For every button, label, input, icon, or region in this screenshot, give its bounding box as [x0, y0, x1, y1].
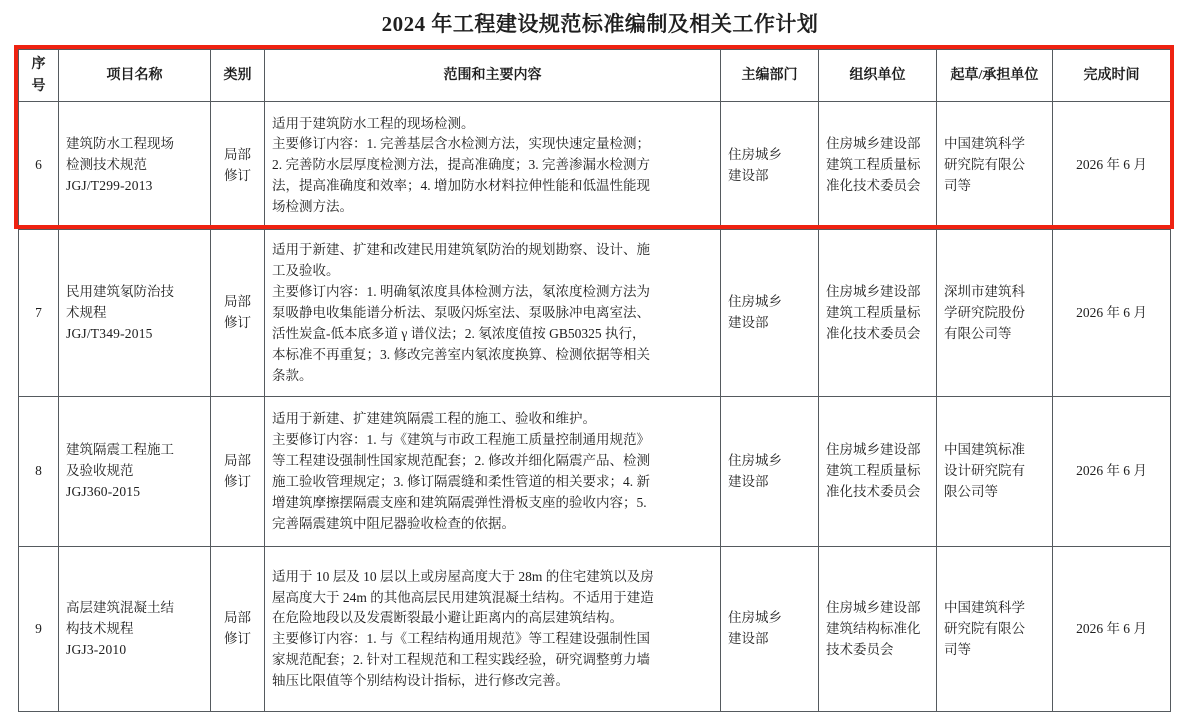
cell-type [211, 547, 265, 712]
type-line: 局部 [224, 452, 251, 468]
scope-line: 工及验收。 [272, 263, 340, 279]
draft-line: 深圳市建筑科 [944, 283, 1025, 299]
standard-code: JGJ360-2015 [66, 484, 141, 500]
table-row [19, 230, 1171, 397]
scope-line: 等工程建设强制性国家规范配套；2. 修改并细化隔震产品、检测 [272, 452, 650, 468]
org-line: 建筑工程质量标 [826, 157, 921, 173]
org-line: 住房城乡建设部 [826, 136, 921, 152]
cell-time: 2026 年 6 月 [1053, 547, 1171, 712]
scope-line: 家规范配套；2. 针对工程规范和工程实践经验，研究调整剪力墙 [272, 652, 650, 668]
org-line: 准化技术委员会 [826, 325, 921, 341]
draft-line: 研究院有限公 [944, 620, 1025, 636]
cell-org [819, 102, 937, 230]
cell-no: 8 [19, 397, 59, 547]
org-line: 技术委员会 [826, 641, 894, 657]
dept-line: 建设部 [728, 631, 769, 647]
draft-line: 中国建筑科学 [944, 136, 1025, 152]
cell-scope [265, 230, 721, 397]
cell-type [211, 102, 265, 230]
draft-line: 有限公司等 [944, 325, 1012, 341]
scope-line: 2. 完善防水层厚度检测方法，提高准确度；3. 完善渗漏水检测方 [272, 157, 650, 173]
org-line: 准化技术委员会 [826, 178, 921, 194]
column-header-dept: 主编部门 [721, 50, 819, 102]
draft-line: 司等 [944, 178, 971, 194]
column-header-org: 组织单位 [819, 50, 937, 102]
type-line: 修订 [224, 473, 251, 489]
standard-code: JGJ/T349-2015 [66, 325, 153, 341]
name-line: 及验收规范 [66, 463, 134, 479]
type-line: 修订 [224, 167, 251, 183]
name-line: 构技术规程 [66, 620, 134, 636]
name-line: 检测技术规范 [66, 157, 147, 173]
draft-line: 限公司等 [944, 484, 998, 500]
type-line: 局部 [224, 146, 251, 162]
scope-line: 活性炭盒-低本底多道 γ 谱仪法；2. 氡浓度值按 GB50325 执行， [272, 325, 646, 341]
scope-line: 适用于新建、扩建和改建民用建筑氡防治的规划勘察、设计、施 [272, 242, 650, 258]
draft-line: 设计研究院有 [944, 463, 1025, 479]
scope-line: 泵吸静电收集能谱分析法、泵吸闪烁室法、泵吸脉冲电离室法、 [272, 304, 650, 320]
table-header-row [19, 50, 1171, 102]
cell-draft [937, 230, 1053, 397]
name-line: 术规程 [66, 304, 107, 320]
scope-line: 主要修订内容：1. 与《建筑与市政工程施工质量控制通用规范》 [272, 432, 650, 448]
org-line: 准化技术委员会 [826, 484, 921, 500]
scope-line: 轴压比限值等个别结构设计指标，进行修改完善。 [272, 673, 569, 689]
column-header-type: 类别 [211, 50, 265, 102]
draft-line: 中国建筑标准 [944, 442, 1025, 458]
dept-line: 住房城乡 [728, 146, 782, 162]
page-title: 2024 年工程建设规范标准编制及相关工作计划 [381, 12, 819, 36]
cell-time: 2026 年 6 月 [1053, 397, 1171, 547]
table-row [19, 397, 1171, 547]
scope-line: 主要修订内容：1. 与《工程结构通用规范》等工程建设强制性国 [272, 631, 650, 647]
cell-dept [721, 230, 819, 397]
scope-line: 适用于 10 层及 10 层以上或房屋高度大于 28m 的住宅建筑以及房 [272, 568, 654, 584]
cell-no: 7 [19, 230, 59, 397]
type-line: 修订 [224, 315, 251, 331]
org-line: 住房城乡建设部 [826, 442, 921, 458]
cell-no: 9 [19, 547, 59, 712]
dept-line: 建设部 [728, 473, 769, 489]
dept-line: 住房城乡 [728, 294, 782, 310]
column-header-time: 完成时间 [1053, 50, 1171, 102]
scope-line: 屋高度大于 24m 的其他高层民用建筑混凝土结构。不适用于建造 [272, 589, 654, 605]
cell-dept [721, 102, 819, 230]
scope-line: 在危险地段以及发震断裂最小避让距离内的高层建筑结构。 [272, 610, 623, 626]
dept-line: 住房城乡 [728, 452, 782, 468]
cell-scope [265, 547, 721, 712]
cell-time: 2026 年 6 月 [1053, 230, 1171, 397]
scope-line: 适用于新建、扩建建筑隔震工程的施工、验收和维护。 [272, 411, 596, 427]
scope-line: 增建筑摩擦摆隔震支座和建筑隔震弹性滑板支座的验收内容；5. [272, 494, 647, 510]
name-line: 高层建筑混凝土结 [66, 599, 174, 615]
column-header-no: 序号 [19, 50, 59, 102]
standard-code: JGJ/T299-2013 [66, 178, 153, 194]
cell-type [211, 230, 265, 397]
cell-type [211, 397, 265, 547]
scope-line: 施工验收管理规定；3. 修订隔震缝和柔性管道的相关要求；4. 新 [272, 473, 650, 489]
cell-dept [721, 547, 819, 712]
dept-line: 住房城乡 [728, 610, 782, 626]
type-line: 修订 [224, 631, 251, 647]
name-line: 建筑隔震工程施工 [66, 442, 174, 458]
cell-name [59, 397, 211, 547]
scope-line: 主要修订内容：1. 明确氡浓度具体检测方法，氡浓度检测方法为 [272, 283, 650, 299]
cell-org [819, 230, 937, 397]
name-line: 建筑防水工程现场 [66, 136, 174, 152]
draft-line: 学研究院股份 [944, 304, 1025, 320]
scope-line: 法，提高准确度和效率；4. 增加防水材料拉伸性能和低温性能现 [272, 178, 650, 194]
column-header-scope: 范围和主要内容 [265, 50, 721, 102]
dept-line: 建设部 [728, 167, 769, 183]
org-line: 住房城乡建设部 [826, 283, 921, 299]
column-header-name: 项目名称 [59, 50, 211, 102]
standard-code: JGJ3-2010 [66, 641, 127, 657]
cell-draft [937, 102, 1053, 230]
type-line: 局部 [224, 294, 251, 310]
cell-draft [937, 547, 1053, 712]
cell-name [59, 230, 211, 397]
cell-org [819, 397, 937, 547]
dept-line: 建设部 [728, 315, 769, 331]
scope-line: 完善隔震建筑中阻尼器验收检查的依据。 [272, 515, 515, 531]
cell-scope [265, 397, 721, 547]
cell-scope [265, 102, 721, 230]
cell-draft [937, 397, 1053, 547]
scope-line: 场检测方法。 [272, 199, 353, 215]
work-plan-table-wrapper [18, 49, 1170, 712]
org-line: 住房城乡建设部 [826, 599, 921, 615]
cell-no: 6 [19, 102, 59, 230]
cell-name [59, 102, 211, 230]
org-line: 建筑工程质量标 [826, 304, 921, 320]
scope-line: 主要修订内容：1. 完善基层含水检测方法，实现快速定量检测； [272, 136, 650, 152]
scope-line: 本标准不再重复；3. 修改完善室内氡浓度换算、检测依据等相关 [272, 346, 650, 362]
type-line: 局部 [224, 610, 251, 626]
scope-line: 适用于建筑防水工程的现场检测。 [272, 115, 475, 131]
cell-time: 2026 年 6 月 [1053, 102, 1171, 230]
draft-line: 司等 [944, 641, 971, 657]
draft-line: 研究院有限公 [944, 157, 1025, 173]
table-row [19, 102, 1171, 230]
cell-org [819, 547, 937, 712]
org-line: 建筑结构标准化 [826, 620, 921, 636]
column-header-draft: 起草/承担单位 [937, 50, 1053, 102]
work-plan-table [18, 49, 1171, 712]
cell-dept [721, 397, 819, 547]
draft-line: 中国建筑科学 [944, 599, 1025, 615]
scope-line: 条款。 [272, 367, 313, 383]
table-row [19, 547, 1171, 712]
org-line: 建筑工程质量标 [826, 463, 921, 479]
name-line: 民用建筑氡防治技 [66, 283, 174, 299]
cell-name [59, 547, 211, 712]
